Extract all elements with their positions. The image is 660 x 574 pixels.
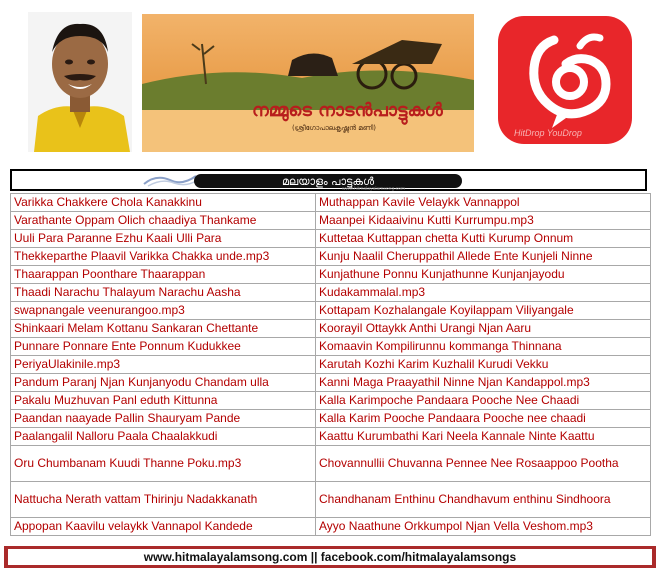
song-title-right: Kudakammalal.mp3 xyxy=(316,284,651,302)
banner xyxy=(0,0,660,168)
singer-photo xyxy=(28,12,132,152)
song-title-left: Uuli Para Paranne Ezhu Kaali Ulli Para xyxy=(11,230,316,248)
song-title-left: PeriyaUlakinile.mp3 xyxy=(11,356,316,374)
song-title-right: Chandhanam Enthinu Chandhavum enthinu Sindhoora xyxy=(316,482,651,518)
table-row xyxy=(11,518,651,536)
song-title-right: Ayyo Naathune Orkkumpol Njan Vella Veshom.mp3 xyxy=(316,518,651,536)
song-title-left: Pandum Paranj Njan Kunjanyodu Chandam ulla xyxy=(11,374,316,392)
title-bar xyxy=(10,169,647,191)
song-title-right: Komaavin Kompilirunnu kommanga Thinnana xyxy=(316,338,651,356)
album-art xyxy=(142,14,474,152)
song-title-right: Muthappan Kavile Velaykk Vannappol xyxy=(316,194,651,212)
table-row xyxy=(11,410,651,428)
song-title-right: Kunjathune Ponnu Kunjathunne Kunjanjayodu xyxy=(316,266,651,284)
table-row xyxy=(11,338,651,356)
table-row xyxy=(11,446,651,482)
song-title-right: Kuttetaa Kuttappan chetta Kutti Kurump Onnum xyxy=(316,230,651,248)
song-title-right: Kottapam Kozhalangale Koyilappam Viliyangale xyxy=(316,302,651,320)
song-title-left: Varathante Oppam Olich chaadiya Thankame xyxy=(11,212,316,230)
album-subtitle-text: (ശ്രീഗോപാലകൃഷ്ണൻ മണി) xyxy=(292,124,376,132)
song-title-right: Chovannullii Chuvanna Pennee Nee Rosaappoo Pootha xyxy=(316,446,651,482)
table-row xyxy=(11,212,651,230)
song-title-right: Kanni Maga Praayathil Ninne Njan Kandappol.mp3 xyxy=(316,374,651,392)
song-title-right: Karutah Kozhi Karim Kuzhalil Kurudi Vekku xyxy=(316,356,651,374)
logo-watermark: HitDrop YouDrop xyxy=(514,128,582,138)
song-title-left: swapnangale veenurangoo.mp3 xyxy=(11,302,316,320)
footer xyxy=(4,546,656,568)
title-url: www.hitmalayalamsong.com xyxy=(342,186,406,192)
song-title-right: Maanpei Kidaaivinu Kutti Kurrumpu.mp3 xyxy=(316,212,651,230)
song-title-left: Oru Chumbanam Kuudi Thanne Poku.mp3 xyxy=(11,446,316,482)
song-title-left: Thaadi Narachu Thalayum Narachu Aasha xyxy=(11,284,316,302)
table-row xyxy=(11,266,651,284)
table-row xyxy=(11,248,651,266)
song-title-left: Appopan Kaavilu velaykk Vannapol Kandede xyxy=(11,518,316,536)
song-title-right: Kaattu Kurumbathi Kari Neela Kannale Ninte Kaattu xyxy=(316,428,651,446)
song-title-left: Thaarappan Poonthare Thaarappan xyxy=(11,266,316,284)
song-title-left: Punnare Ponnare Ente Ponnum Kudukkee xyxy=(11,338,316,356)
table-row xyxy=(11,194,651,212)
song-title-left: Pakalu Muzhuvan Panl eduth Kittunna xyxy=(11,392,316,410)
table-row xyxy=(11,482,651,518)
table-row xyxy=(11,428,651,446)
table-row xyxy=(11,392,651,410)
song-table xyxy=(10,193,651,536)
song-title-left: Thekkeparthe Plaavil Varikka Chakka unde.mp3 xyxy=(11,248,316,266)
swirl-decoration-icon xyxy=(142,172,198,188)
song-title-right: Koorayil Ottaykk Anthi Urangi Njan Aaru xyxy=(316,320,651,338)
song-title-left: Shinkaari Melam Kottanu Sankaran Chettante xyxy=(11,320,316,338)
page-title: മലയാളം പാട്ടുകൾ xyxy=(281,175,375,188)
app-logo xyxy=(496,16,634,146)
song-title-left: Nattucha Nerath vattam Thirinju Nadakkanath xyxy=(11,482,316,518)
table-row xyxy=(11,356,651,374)
song-title-right: Kalla Karimpoche Pandaara Pooche Nee Chaadi xyxy=(316,392,651,410)
table-row xyxy=(11,302,651,320)
table-row xyxy=(11,374,651,392)
song-title-right: Kunju Naalil Cheruppathil Allede Ente Kunjeli Ninne xyxy=(316,248,651,266)
table-row xyxy=(11,284,651,302)
footer-text: www.hitmalayalamsong.com || facebook.com/hitmalayalamsongs xyxy=(8,549,652,565)
song-title-right: Kalla Karim Pooche Pandaara Pooche nee chaadi xyxy=(316,410,651,428)
song-title-left: Varikka Chakkere Chola Kanakkinu xyxy=(11,194,316,212)
song-title-left: Paalangalil Nalloru Paala Chaalakkudi xyxy=(11,428,316,446)
table-row xyxy=(11,320,651,338)
album-title-text: നമ്മുടെ നാടൻപാട്ടുകൾ xyxy=(252,100,443,121)
table-row xyxy=(11,230,651,248)
song-title-left: Paandan naayade Pallin Shauryam Pande xyxy=(11,410,316,428)
